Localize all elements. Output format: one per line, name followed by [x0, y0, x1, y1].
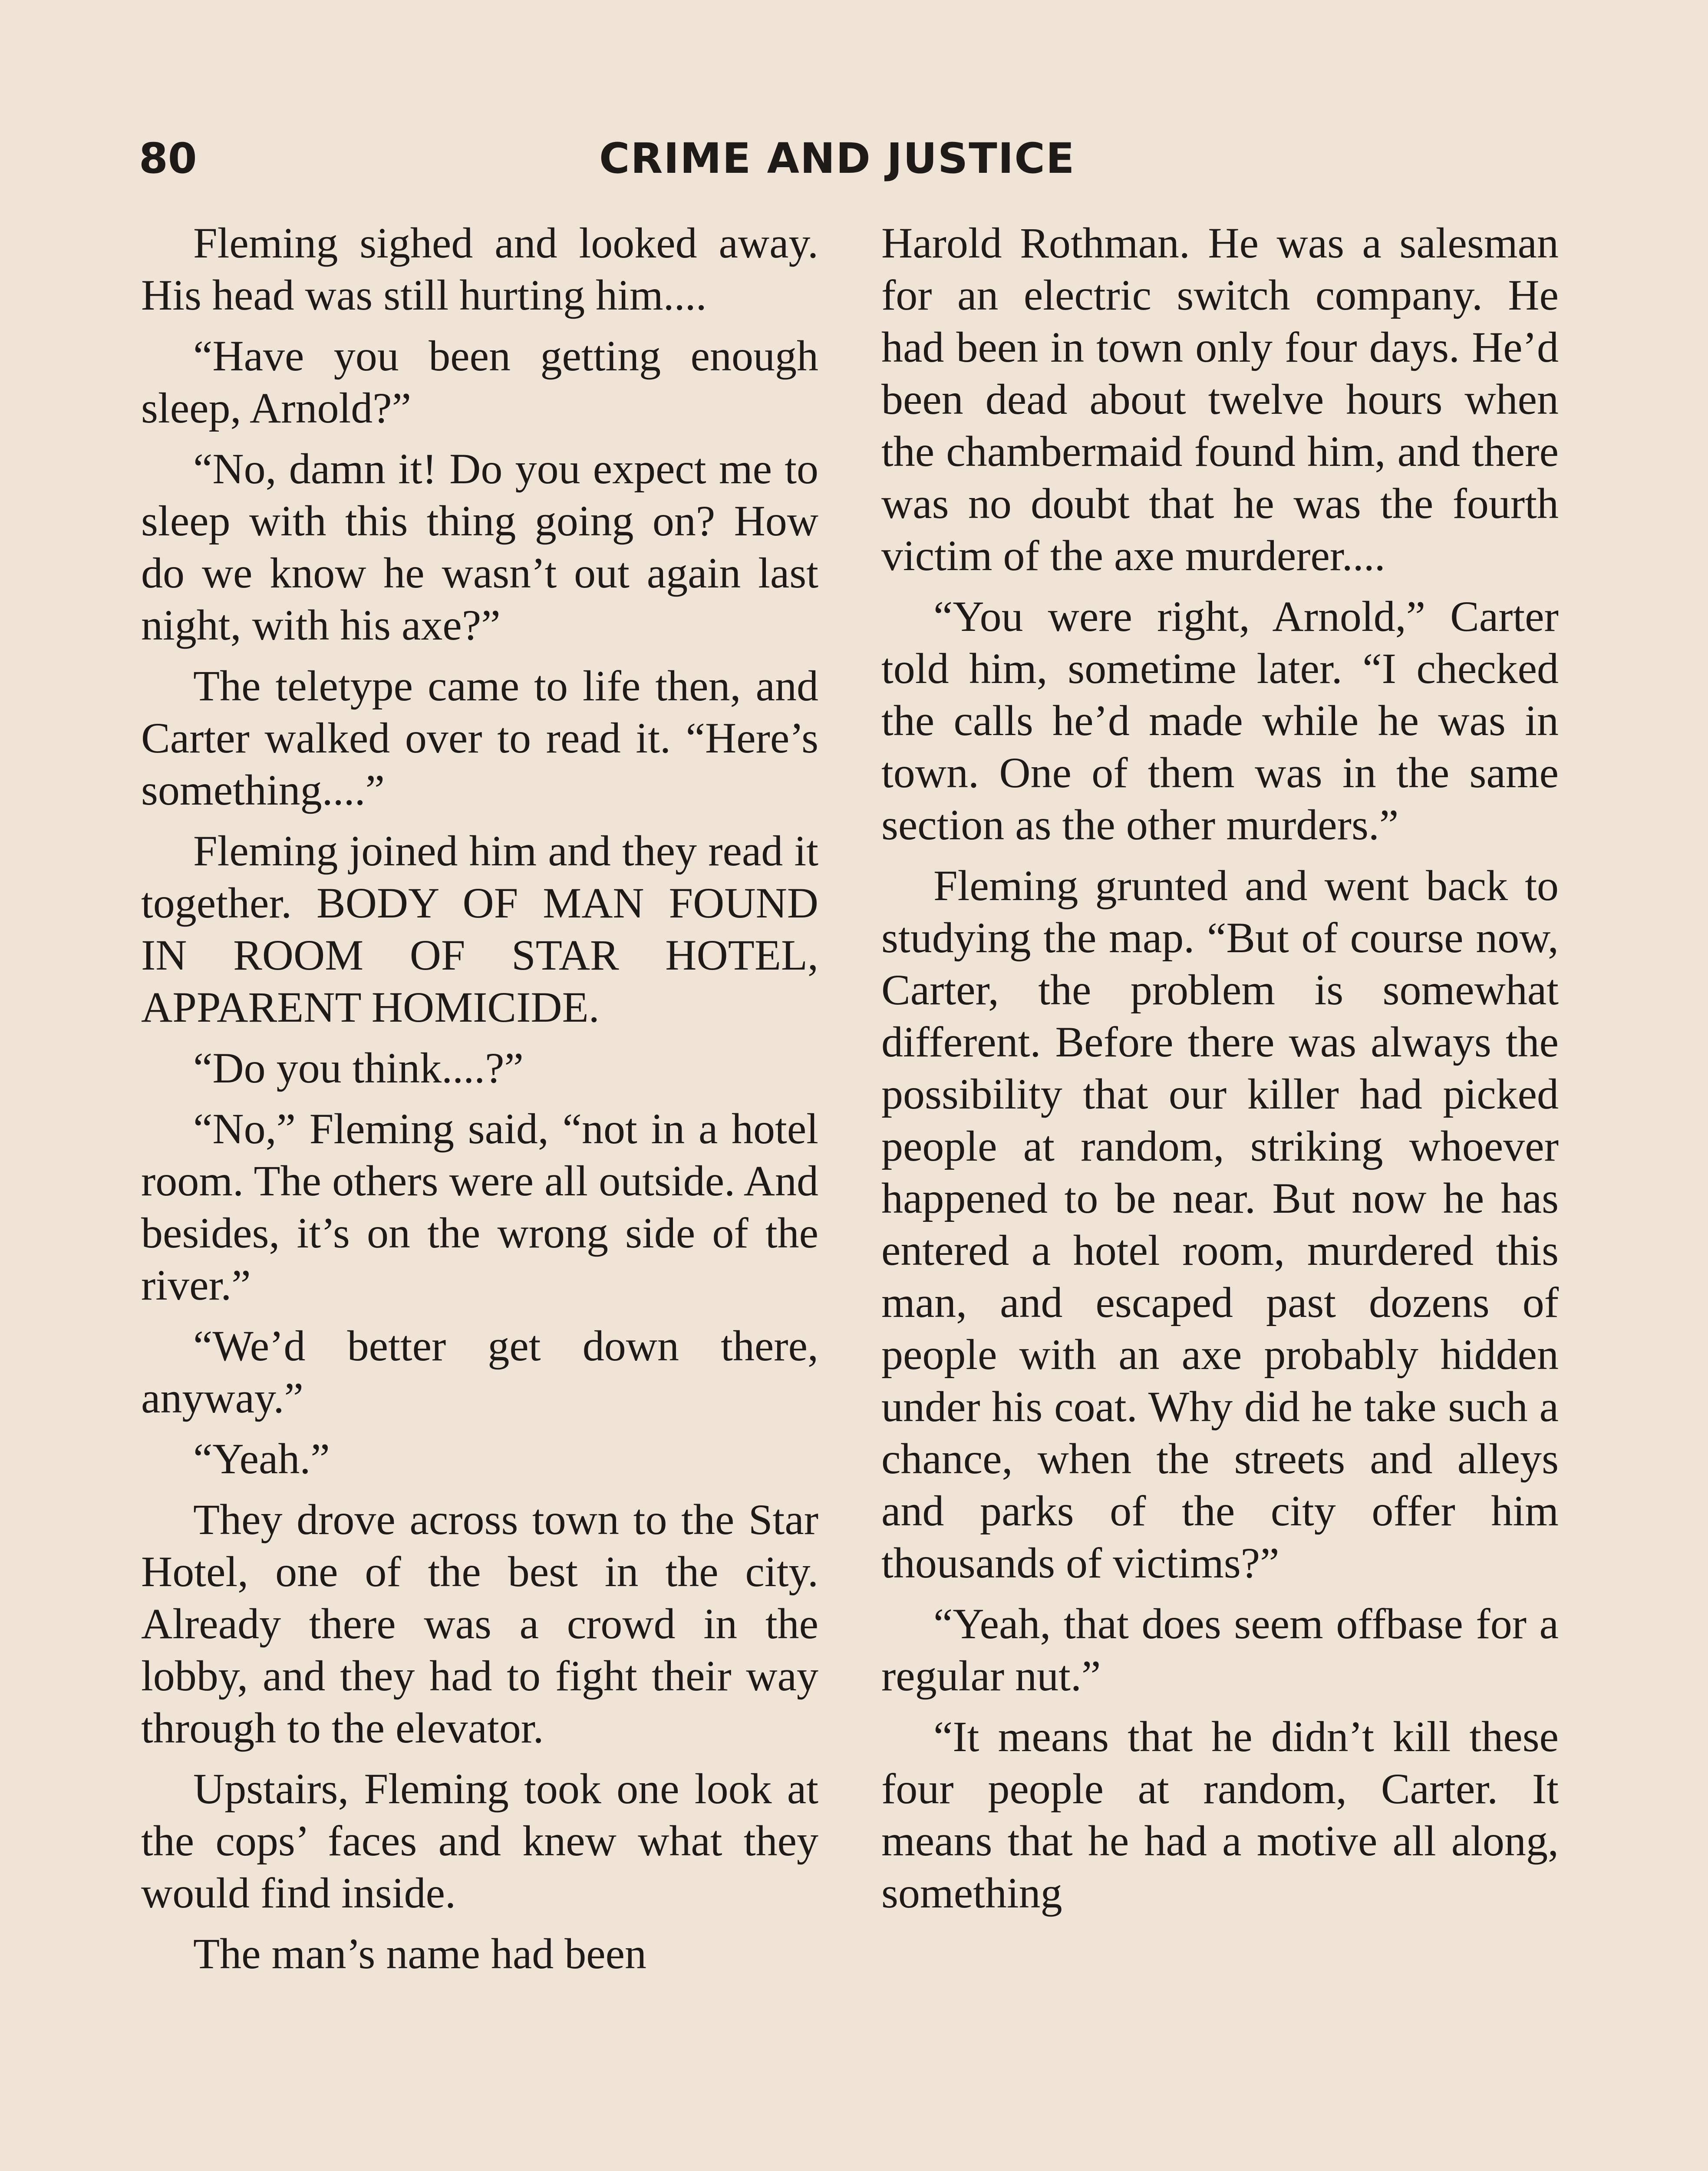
paragraph: “Yeah.”	[193, 1435, 330, 1483]
paragraph: “Yeah, that does seem offbase for a regular nut.”	[881, 1600, 1559, 1700]
paragraph: Upstairs, Fleming took one look at the cops’ faces and knew what they would find inside.	[141, 1765, 818, 1917]
paragraph: Fleming grunted and went back to studying the map. “But of course now, Carter, the problem is somewhat different. Before there was always the possibility that our killer had picked people at random, striking whoever happened to be near. But now he has entered a hotel room, murdered this man, and escaped past dozens of people with an axe probably hidden under his coat. Why did he take such a chance, when the streets and alleys and parks of the city offer him thousands of victims?”	[881, 861, 1559, 1587]
paragraph: “It means that he didn’t kill these four people at random, Carter. It means that he had a motive all along, something	[881, 1712, 1559, 1917]
paragraph: “Have you been getting enough sleep, Arnold?”	[141, 332, 818, 432]
paragraph: They drove across town to the Star Hotel, one of the best in the city. Already there was a crowd in the lobby, and they had to fight their way through to the elevator.	[141, 1495, 818, 1752]
left-column	[141, 217, 818, 1989]
paragraph: “No,” Fleming said, “not in a hotel room. The others were all outside. And besides, it’s on the wrong side of the river.”	[141, 1105, 818, 1309]
paragraph: The man’s name had been	[193, 1930, 647, 1978]
running-title: CRIME AND JUSTICE	[599, 134, 1075, 183]
right-column	[881, 217, 1559, 1928]
page-number: 80	[139, 134, 197, 183]
paragraph: Harold Rothman. He was a salesman for an electric switch company. He had been in town only four days. He’d been dead about twelve hours when the chambermaid found him, and there was no doubt that he was the fourth victim of the axe murderer....	[881, 219, 1559, 580]
paragraph: The teletype came to life then, and Carter walked over to read it. “Here’s something....”	[141, 662, 818, 814]
paragraph: “We’d better get down there, anyway.”	[141, 1322, 818, 1422]
paragraph: Fleming joined him and they read it together. BODY OF MAN FOUND IN ROOM OF STAR HOTEL, APPARENT HOMICIDE.	[141, 827, 818, 1031]
paragraph: Fleming sighed and looked away. His head was still hurting him....	[141, 219, 818, 319]
paragraph: “No, damn it! Do you expect me to sleep with this thing going on? How do we know he wasn’t out again last night, with his axe?”	[141, 445, 818, 649]
paragraph: “Do you think....?”	[193, 1044, 524, 1092]
paragraph: “You were right, Arnold,” Carter told him, sometime later. “I checked the calls he’d made while he was in town. One of them was in the same section as the other murders.”	[881, 592, 1559, 849]
page-header	[139, 130, 1572, 187]
